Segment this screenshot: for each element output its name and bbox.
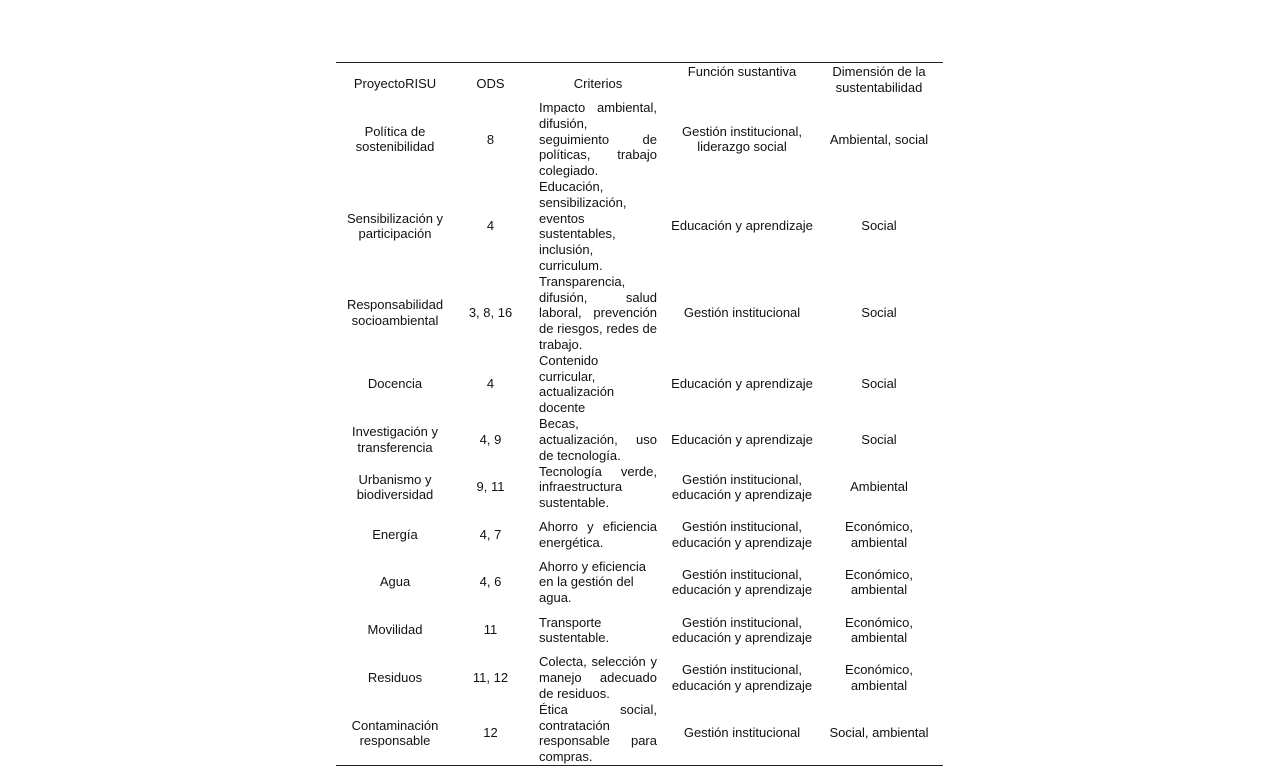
cell-funcion: Gestión institucional bbox=[683, 305, 801, 321]
cell-dimension: Económico, ambiental bbox=[845, 519, 913, 550]
cell-proyecto: Sensibilización y participación bbox=[346, 210, 444, 242]
cell-ods: 11 bbox=[483, 622, 498, 638]
table-row bbox=[336, 353, 943, 416]
cell-proyecto: Agua bbox=[379, 574, 411, 590]
cell-ods: 3, 8, 16 bbox=[468, 305, 513, 321]
table-row bbox=[336, 654, 943, 701]
cell-criterios: Ahorro y eficiencia energética. bbox=[539, 519, 657, 550]
cell-proyecto: Investigación y transferencia bbox=[352, 423, 438, 455]
cell-dimension: Económico, ambiental bbox=[845, 566, 913, 598]
cell-criterios: Becas, actualización, uso de tecnología. bbox=[539, 415, 657, 463]
cell-ods: 4 bbox=[486, 218, 495, 234]
cell-dimension: Social, ambiental bbox=[829, 725, 929, 741]
cell-proyecto: Movilidad bbox=[367, 622, 423, 638]
cell-criterios: Colecta, selección y manejo adecuado de residuos. bbox=[539, 654, 657, 701]
cell-criterios: Impacto ambiental, difusión, seguimiento de políticas, trabajo colegiado. bbox=[539, 100, 657, 179]
cell-criterios: Contenido curricular, actualización docente bbox=[539, 352, 615, 416]
cell-proyecto: Urbanismo y biodiversidad bbox=[356, 471, 434, 503]
table-row bbox=[336, 606, 943, 654]
table-row bbox=[336, 416, 943, 463]
cell-funcion: Gestión institucional, educación y aprendizaje bbox=[671, 519, 813, 550]
cell-criterios: Ahorro y eficiencia en la gestión del agua. bbox=[539, 558, 646, 606]
cell-funcion: Gestión institucional, educación y aprendizaje bbox=[671, 566, 813, 598]
table-row bbox=[336, 702, 943, 765]
table-row bbox=[336, 100, 943, 179]
cell-criterios: Tecnología verde, infraestructura sustentable. bbox=[539, 463, 657, 511]
header-criterios: Criterios bbox=[573, 75, 623, 91]
header-ods: ODS bbox=[476, 75, 505, 91]
cell-ods: 12 bbox=[483, 725, 498, 741]
cell-ods: 4, 6 bbox=[479, 574, 502, 590]
cell-proyecto: Docencia bbox=[367, 376, 423, 392]
cell-proyecto: Contaminación responsable bbox=[351, 717, 439, 749]
cell-proyecto: Política de sostenibilidad bbox=[355, 123, 435, 155]
cell-criterios: Transparencia, difusión, salud laboral, prevención de riesgos, redes de trabajo. bbox=[539, 273, 657, 352]
cell-ods: 9, 11 bbox=[476, 479, 505, 495]
cell-criterios: Educación, sensibilización, eventos sustentables, inclusión, curriculum. bbox=[539, 178, 627, 273]
cell-dimension: Social bbox=[861, 431, 897, 447]
header-proyecto: ProyectoRISU bbox=[353, 75, 437, 91]
cell-dimension: Social bbox=[861, 376, 897, 392]
cell-funcion: Gestión institucional, educación y aprendizaje bbox=[671, 662, 813, 694]
table-row bbox=[336, 274, 943, 353]
header-dimension: Dimensión de la sustentabilidad bbox=[832, 64, 926, 95]
cell-proyecto: Energía bbox=[372, 526, 418, 542]
table-row bbox=[336, 179, 943, 274]
table-row bbox=[336, 558, 943, 606]
risu-projects-table bbox=[336, 63, 943, 765]
cell-funcion: Educación y aprendizaje bbox=[671, 376, 813, 392]
table-header-row bbox=[336, 63, 943, 100]
header-funcion: Función sustantiva bbox=[687, 64, 797, 79]
cell-ods: 4, 7 bbox=[479, 526, 502, 542]
cell-ods: 8 bbox=[486, 131, 495, 147]
cell-proyecto: Residuos bbox=[367, 670, 423, 686]
cell-funcion: Gestión institucional, educación y aprendizaje bbox=[671, 614, 813, 646]
cell-funcion: Educación y aprendizaje bbox=[671, 431, 813, 447]
cell-criterios: Transporte sustentable. bbox=[539, 614, 610, 646]
cell-funcion: Gestión institucional, liderazgo social bbox=[682, 123, 802, 155]
cell-ods: 4 bbox=[486, 376, 495, 392]
cell-funcion: Gestión institucional, educación y aprendizaje bbox=[671, 471, 813, 503]
cell-dimension: Ambiental bbox=[850, 479, 908, 495]
cell-dimension: Ambiental, social bbox=[829, 131, 929, 147]
cell-dimension: Social bbox=[861, 305, 897, 321]
table-row bbox=[336, 463, 943, 511]
table-row bbox=[336, 511, 943, 558]
cell-funcion: Gestión institucional bbox=[683, 725, 801, 741]
cell-dimension: Económico, ambiental bbox=[845, 662, 913, 694]
cell-dimension: Social bbox=[861, 218, 897, 234]
cell-criterios: Ética social, contratación responsable para compras. bbox=[539, 701, 657, 765]
sustainability-table-container bbox=[336, 62, 943, 766]
cell-ods: 11, 12 bbox=[472, 670, 509, 686]
cell-proyecto: Responsabilidad socioambiental bbox=[346, 297, 444, 329]
cell-ods: 4, 9 bbox=[479, 431, 502, 447]
cell-funcion: Educación y aprendizaje bbox=[671, 218, 813, 234]
cell-dimension: Económico, ambiental bbox=[845, 614, 913, 646]
